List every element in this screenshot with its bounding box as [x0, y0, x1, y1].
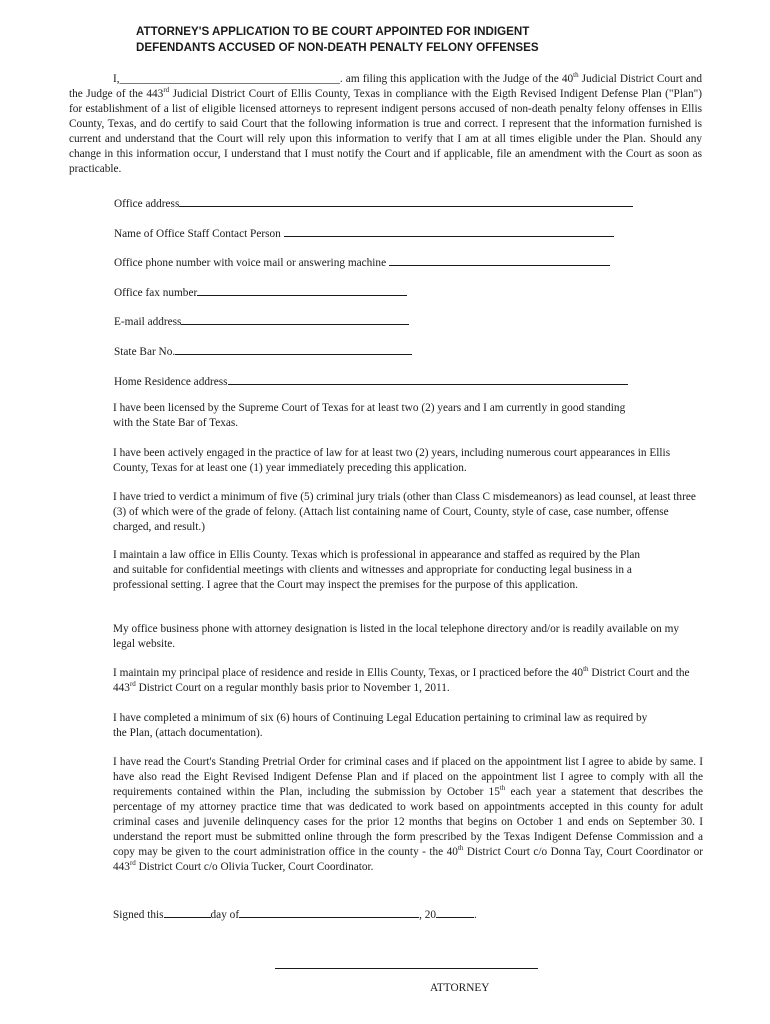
paragraph-phone-listing: My office business phone with attorney designation is listed in the local telephone directory and/or is readily available on my legal website.	[113, 623, 680, 650]
paragraph-cle: I have completed a minimum of six (6) hours of Continuing Legal Education pertaining to criminal law as required by the Plan, (attach documentation).	[113, 712, 648, 739]
signature-label: ATTORNEY	[430, 982, 490, 994]
email-blank[interactable]	[181, 312, 409, 325]
contact-fields	[114, 194, 674, 401]
form-title	[136, 24, 696, 56]
field-home-address: Home Residence address	[114, 372, 674, 402]
field-office-address: Office address	[114, 194, 674, 224]
paragraph-pretrial-order: I have read the Court's Standing Pretrial Order for criminal cases and if placed on the appointment list I agree to abide by same. I have also read the Eight Revised Indigent Defense Plan and if placed on the appointment list I agree to comply with all the requirements contained within the Plan, including the submission by October 15th each year a statement that describes the percentage of my attorney practice time that was dedicated to work based on appointments accepted in this county for adult criminal cases and juvenile delinquency cases for the prior 12 months that begins on October 1 and ends on September 30. I understand the report must be submitted online through the form prescribed by the Texas Indigent Defense Commission and a copy may be given to the court administration office in the county - the 40th District Court c/o Donna Tay, Court Coordinator or 443rd District Court c/o Olivia Tucker, Court Coordinator.	[113, 756, 703, 873]
fax-blank[interactable]	[197, 283, 407, 296]
phone-blank[interactable]	[389, 253, 610, 266]
signature-line[interactable]	[275, 968, 538, 969]
form-title-line-1: ATTORNEY'S APPLICATION TO BE COURT APPOINTED FOR INDIGENT	[136, 25, 530, 38]
field-staff-contact: Name of Office Staff Contact Person	[114, 224, 674, 254]
paragraph-trials: I have tried to verdict a minimum of five (5) criminal jury trials (other than Class C misdemeanors) as lead counsel, at least three (3) of which were of the grade of felony. (Attach list containing name of Court, County, style of case, case number, offense charged, and result.)	[113, 491, 696, 533]
paragraph-licensed: I have been licensed by the Supreme Court of Texas for at least two (2) years and I am currently in good standing with the State Bar of Texas.	[113, 402, 626, 429]
staff-contact-blank[interactable]	[284, 224, 614, 237]
field-email: E-mail address	[114, 312, 674, 342]
home-address-blank[interactable]	[228, 372, 628, 385]
field-fax: Office fax number	[114, 283, 674, 313]
paragraph-law-office: I maintain a law office in Ellis County. Texas which is professional in appearance and staffed as required by the Plan and suitable for confidential meetings with clients and witnesses and appropriate for conducting legal business in a professional setting. I agree that the Court may inspect the premises for the purpose of this application.	[113, 549, 641, 591]
paragraph-residence: I maintain my principal place of residence and reside in Ellis County, Texas, or I practiced before the 40th District Court and the 443rd District Court on a regular monthly basis prior to November 1, 2011.	[113, 665, 690, 694]
field-phone: Office phone number with voice mail or answering machine	[114, 253, 674, 283]
intro-paragraph: I,_______________________________________. am filing this application with the Judge of the 40th Judicial District Court and the Judge of the 443rd Judicial District Court of Ellis County, Texas in compliance with the Eigth Revised Indigent Defense Plan ("Plan") for establishment of a list of eligible licensed attorneys to represent indigent persons accused of non-death penalty felony offenses in Ellis County, Texas, and do certify to said Court that the following information is true and correct. I represent that the information furnished is current and understand that the Court will rely upon this information to verify that I am at all times eligible under the Plan. Should any change in this information occur, I understand that I must notify the Court and if applicable, file an amendment with the Court as soon as practicable.	[69, 71, 702, 175]
year-blank[interactable]	[436, 905, 474, 918]
applicant-name-blank[interactable]: _______________________________________	[119, 73, 340, 85]
form-title-line-2: DEFENDANTS ACCUSED OF NON-DEATH PENALTY FELONY OFFENSES	[136, 41, 539, 54]
field-bar-no: State Bar No.	[114, 342, 674, 372]
office-address-blank[interactable]	[179, 194, 633, 207]
month-blank[interactable]	[239, 905, 419, 918]
signed-date-line: Signed this day of , 20 .	[113, 905, 703, 923]
day-blank[interactable]	[164, 905, 211, 918]
paragraph-practice: I have been actively engaged in the practice of law for at least two (2) years, including numerous court appearances in Ellis County, Texas for at least one (1) year immediately preceding this application.	[113, 447, 671, 474]
bar-no-blank[interactable]	[175, 342, 412, 355]
intro-prefix: I,	[113, 73, 120, 85]
